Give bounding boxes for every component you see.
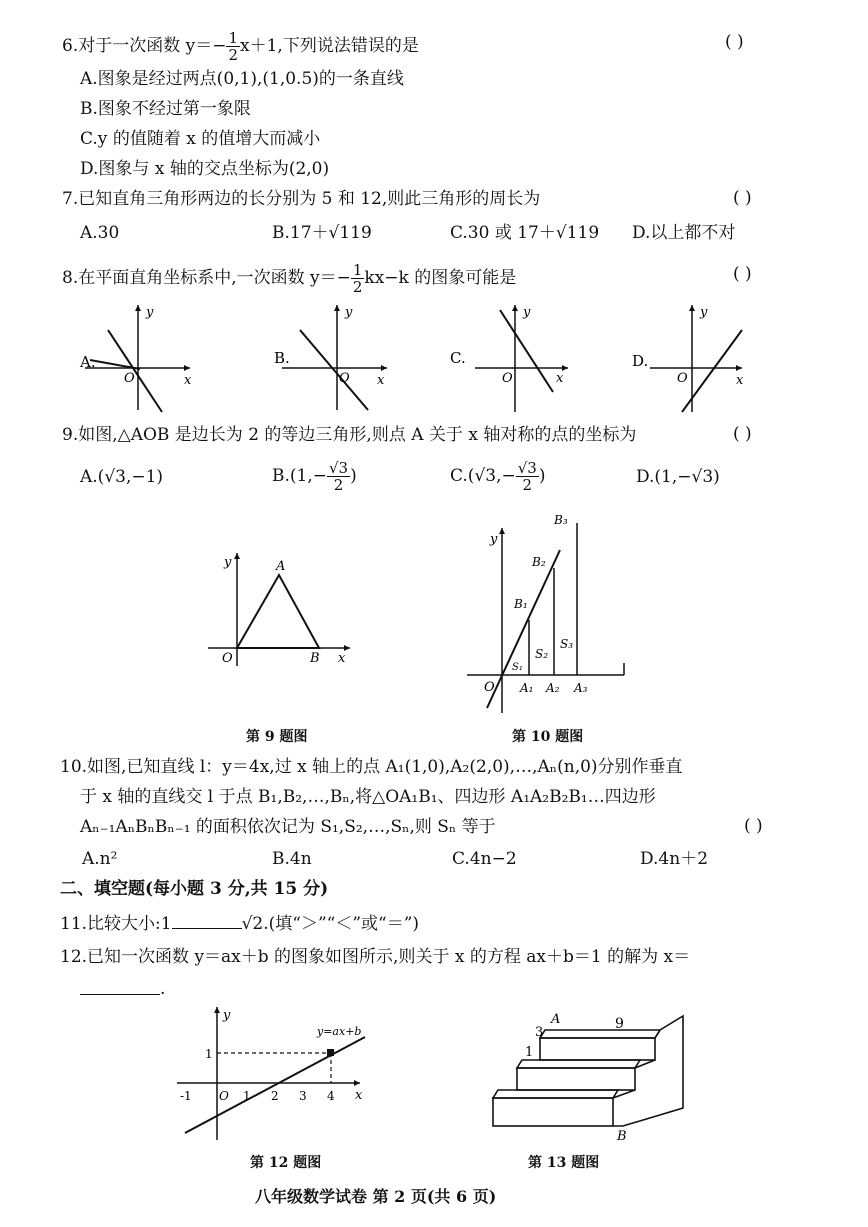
q10-caption: 第 10 题图 (512, 729, 584, 745)
q12-y-label: y (223, 1008, 231, 1023)
q8-a-y: y (146, 305, 154, 320)
q7-stem: 7.已知直角三角形两边的长分别为 5 和 12,则此三角形的周长为 (62, 189, 541, 209)
q10-option-c: C.4n−2 (452, 849, 517, 869)
q10-point-a3: A₃ (574, 681, 588, 695)
q10-option-a: A.n² (82, 849, 118, 869)
q9-stem: 9.如图,△AOB 是边长为 2 的等边三角形,则点 A 关于 x 轴对称的点的坐标为 (62, 425, 637, 445)
q10-y-label: y (490, 532, 498, 547)
q8-graph-a (80, 300, 200, 415)
q11-stem: 11.比较大小:1 √2.(填“＞”“＜”或“＝”) (60, 914, 420, 934)
q6-option-a: A.图象是经过两点(0,1),(1,0.5)的一条直线 (80, 69, 404, 89)
q8-c-label: C. (450, 349, 466, 367)
q8-b-x: x (377, 373, 385, 388)
q7-answer-paren[interactable]: ( ) (733, 188, 752, 208)
q12-figure (175, 1005, 375, 1145)
q6-answer-paren[interactable]: ( ) (725, 32, 744, 52)
q13-width-3: 3 (535, 1025, 544, 1040)
q12-y-tick-1: 1 (205, 1047, 213, 1061)
q10-point-b2: B₂ (532, 555, 546, 569)
q9-option-a: A.(√3,−1) (80, 467, 164, 487)
q12-x-tick-2: 2 (271, 1089, 279, 1103)
q10-area-s1: S₁ (512, 662, 523, 673)
q8-stem: 8.在平面直角坐标系中,一次函数 y＝− $\frac{1}{2}$ kx−k 的图象可能是 (62, 261, 517, 296)
q8-a-label: A. (80, 353, 96, 371)
q9-answer-paren[interactable]: ( ) (733, 424, 752, 444)
q12-x-tick-m1: -1 (180, 1089, 192, 1103)
q13-height-1: 1 (525, 1045, 534, 1060)
q13-figure (485, 1008, 695, 1148)
q8-graph-b (272, 300, 397, 415)
q6-stem: 6.对于一次函数 y＝− $\frac{1}{2}$ x＋1,下列说法错误的是 (62, 29, 419, 64)
q9-caption: 第 9 题图 (246, 729, 308, 745)
section-fill-in-heading: 二、填空题(每小题 3 分,共 15 分) (60, 879, 329, 899)
q8-graph-d (632, 300, 757, 415)
q12-x-label: x (355, 1088, 363, 1103)
q6-fraction: $\frac{1}{2}$ (228, 29, 239, 64)
q12-x-tick-1: 1 (243, 1089, 251, 1103)
q12-caption: 第 12 题图 (250, 1155, 322, 1171)
q8-b-label: B. (274, 349, 290, 367)
q13-point-a: A (551, 1012, 561, 1027)
q7-option-b: B.17＋√119 (272, 223, 372, 243)
q9-option-c: C.(√3,− $\frac{√3}{2}$ ) (450, 459, 546, 494)
q12-blank-period: . (160, 979, 166, 999)
q10-point-a1: A₁ (520, 681, 534, 695)
page-footer: 八年级数学试卷 第 2 页(共 6 页) (255, 1187, 497, 1206)
q12-x-tick-3: 3 (299, 1089, 307, 1103)
q9-origin: O (222, 651, 233, 666)
q9-point-b: B (310, 651, 320, 666)
q11-blank[interactable] (172, 912, 242, 929)
q9-option-b: B.(1,− $\frac{√3}{2}$ ) (272, 459, 357, 494)
q10-figure (462, 508, 632, 718)
q9-point-a: A (276, 559, 286, 574)
q8-d-o: O (677, 371, 688, 386)
q8-a-o: O (124, 371, 135, 386)
q6-option-d: D.图象与 x 轴的交点坐标为(2,0) (80, 159, 330, 179)
q9-figure (200, 548, 370, 673)
q12-line-equation: y=ax+b (317, 1025, 362, 1038)
q8-c-o: O (502, 371, 513, 386)
q10-origin: O (484, 680, 495, 695)
q12-stem: 12.已知一次函数 y＝ax＋b 的图象如图所示,则关于 x 的方程 ax＋b＝1 的解为 x＝ (60, 947, 691, 967)
q8-d-x: x (736, 373, 744, 388)
q8-c-x: x (556, 371, 564, 386)
q10-point-b3: B₃ (554, 513, 568, 527)
q10-area-s2: S₂ (535, 647, 549, 661)
q10-area-s3: S₃ (560, 637, 574, 651)
q13-caption: 第 13 题图 (528, 1155, 600, 1171)
q9-option-d: D.(1,−√3) (636, 467, 720, 487)
q10-option-b: B.4n (272, 849, 312, 869)
q8-b-o: O (339, 371, 350, 386)
q10-stem-line3: Aₙ₋₁AₙBₙBₙ₋₁ 的面积依次记为 S₁,S₂,…,Sₙ,则 Sₙ 等于 (80, 817, 496, 837)
q12-blank[interactable] (80, 994, 160, 995)
q10-point-b1: B₁ (514, 597, 528, 611)
q9-x-label: x (338, 651, 346, 666)
q13-point-b: B (617, 1129, 627, 1144)
q8-a-x: x (184, 373, 192, 388)
q8-b-y: y (345, 305, 353, 320)
q10-stem-line2: 于 x 轴的直线交 l 于点 B₁,B₂,…,Bₙ,将△OA₁B₁、四边形 A₁A₂B₂B₁…四边形 (80, 787, 656, 807)
q8-graph-c (450, 300, 575, 415)
q8-d-y: y (700, 305, 708, 320)
q7-option-a: A.30 (80, 223, 120, 243)
q7-option-d: D.以上都不对 (632, 223, 736, 243)
q6-option-b: B.图象不经过第一象限 (80, 99, 251, 119)
q13-length-9: 9 (615, 1016, 624, 1032)
q6-option-c: C.y 的值随着 x 的值增大而减小 (80, 129, 321, 149)
q10-option-d: D.4n＋2 (640, 849, 709, 869)
q8-fraction: $\frac{1}{2}$ (352, 261, 363, 296)
q8-c-y: y (523, 305, 531, 320)
q10-answer-paren[interactable]: ( ) (744, 816, 763, 836)
q12-origin: O (219, 1089, 229, 1103)
q10-point-a2: A₂ (546, 681, 560, 695)
q9-y-label: y (224, 555, 232, 570)
q10-stem-line1: 10.如图,已知直线 l：y＝4x,过 x 轴上的点 A₁(1,0),A₂(2,0),…,Aₙ(n,0)分别作垂直 (60, 757, 683, 777)
q12-x-tick-4: 4 (327, 1089, 335, 1103)
q8-answer-paren[interactable]: ( ) (733, 264, 752, 284)
q8-d-label: D. (632, 352, 649, 370)
q7-option-c: C.30 或 17＋√119 (450, 223, 600, 243)
